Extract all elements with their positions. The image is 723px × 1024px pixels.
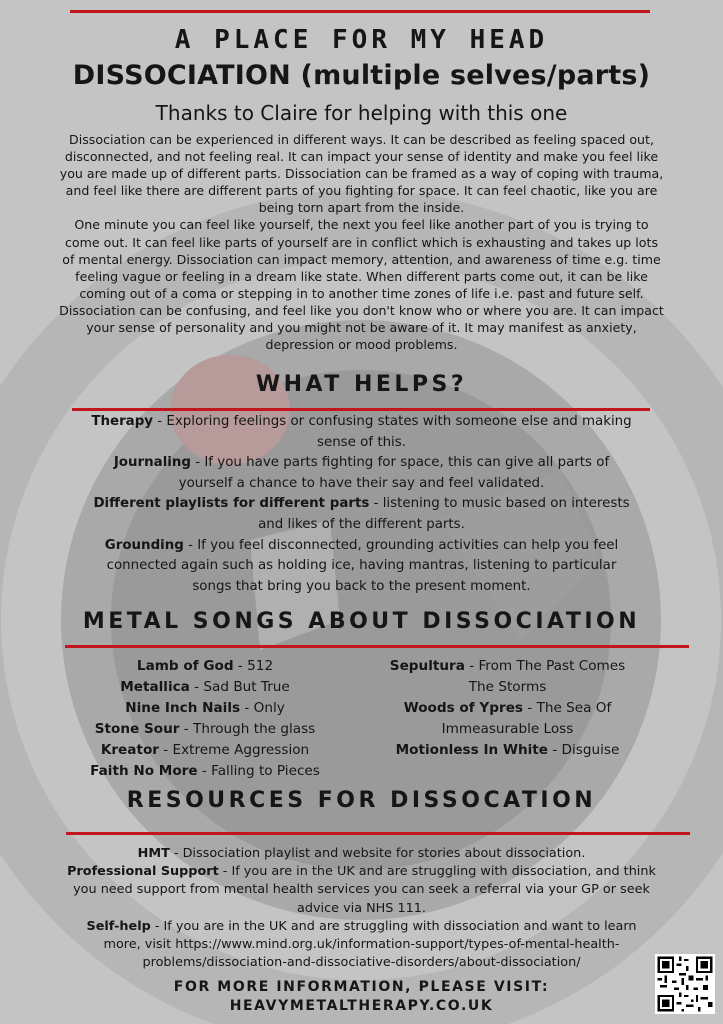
help-item-playlists: Different playlists for different parts - listening to music based on interests and likes of the different parts. bbox=[93, 496, 630, 532]
subtitle: Thanks to Claire for helping with this one bbox=[155, 101, 568, 125]
song-item: Kreator - Extreme Aggression bbox=[100, 742, 310, 758]
resources-list bbox=[20, 845, 703, 972]
songs-heading: METAL SONGS ABOUT DISSOCIATION bbox=[82, 609, 641, 634]
songs-left-column bbox=[70, 656, 340, 782]
footer: FOR MORE INFORMATION, PLEASE VISIT: HEAVYMETALTHERAPY.CO.UK bbox=[20, 978, 703, 1016]
resource-item-self-help: Self-help - If you are in the UK and are struggling with dissociation and want to learn more, visit https://www.mind.org.uk/information-support/types-of-mental-health- problems/dissociation-and-dissociative-disorders/about-dissociation/ bbox=[86, 918, 637, 971]
intro-text: Dissociation can be experienced in different ways. It can be described as feeling spaced out, disconnected, and not feeling real. It can impact your sense of identity and make you feel like you are made up of different parts. Dissociation can be framed as a way of coping with trauma, and feel like there are different parts of you fighting for space. It can feel chaotic, like you are being torn apart from the inside. One minute you can feel like yourself, the next you feel like another part of you is trying to come out. It can feel like parts of yourself are in conflict which is exhausting and takes up lots of mental energy. Dissociation can impact memory, attention, and awareness of time e.g. time feeling vague or feeling in a dream like state. When different parts come out, it can be like coming out of a coma or stepping in to another time zones of life i.e. past and future self. Dissociation can be confusing, and feel like you don't know who or where you are. It can impact your sense of personality and you might not be aware of it. It may manifest as anxiety, depression or mood problems. bbox=[59, 132, 664, 353]
helps-list bbox=[20, 412, 703, 597]
what-helps-heading: WHAT HELPS? bbox=[255, 372, 468, 397]
page-title: DISSOCIATION (multiple selves/parts) bbox=[72, 60, 651, 91]
resources-heading: RESOURCES FOR DISSOCATION bbox=[126, 788, 597, 813]
song-item: Motionless In White - Disguise bbox=[395, 742, 620, 758]
resources-divider bbox=[66, 832, 690, 835]
website-link[interactable]: HEAVYMETALTHERAPY.CO.UK bbox=[229, 998, 494, 1014]
resource-item-hmt: HMT - Dissociation playlist and website for stories about dissociation. bbox=[137, 846, 586, 861]
qr-code-icon bbox=[655, 954, 715, 1014]
help-item-therapy: Therapy - Exploring feelings or confusing states with someone else and making sense of this. bbox=[91, 414, 632, 450]
song-item: Nine Inch Nails - Only bbox=[125, 700, 285, 716]
song-item: Lamb of God - 512 bbox=[136, 658, 274, 674]
brand-handwritten-title: A PLACE FOR MY HEAD bbox=[174, 25, 549, 55]
songs-divider bbox=[65, 645, 689, 648]
songs-right-column: Sepultura - From The Past Comes The Storms Woods of Ypres - The Sea Of Immeasurable Loss Motionless In White - Disguise bbox=[370, 656, 645, 761]
song-item: Stone Sour - Through the glass bbox=[94, 721, 316, 737]
top-divider bbox=[70, 10, 650, 13]
song-item: Faith No More - Falling to Pieces bbox=[90, 763, 320, 779]
song-item: Woods of Ypres - The Sea Of bbox=[403, 700, 612, 716]
song-item: Sepultura - From The Past Comes bbox=[389, 658, 626, 674]
help-item-grounding: Grounding - If you feel disconnected, grounding activities can help you feel connected again such as holding ice, having mantras, listening to particular songs that bring you back to the present moment. bbox=[104, 537, 619, 594]
song-item: Metallica - Sad But True bbox=[120, 679, 290, 695]
resource-item-professional: Professional Support - If you are in the UK and are struggling with dissociation, and think you need support from mental health services you can seek a referral via your GP or seek advice via NHS 111. bbox=[67, 864, 656, 916]
help-item-journaling: Journaling - If you have parts fighting for space, this can give all parts of yourself a chance to have their say and feel validated. bbox=[113, 455, 610, 491]
helps-divider bbox=[72, 408, 650, 411]
